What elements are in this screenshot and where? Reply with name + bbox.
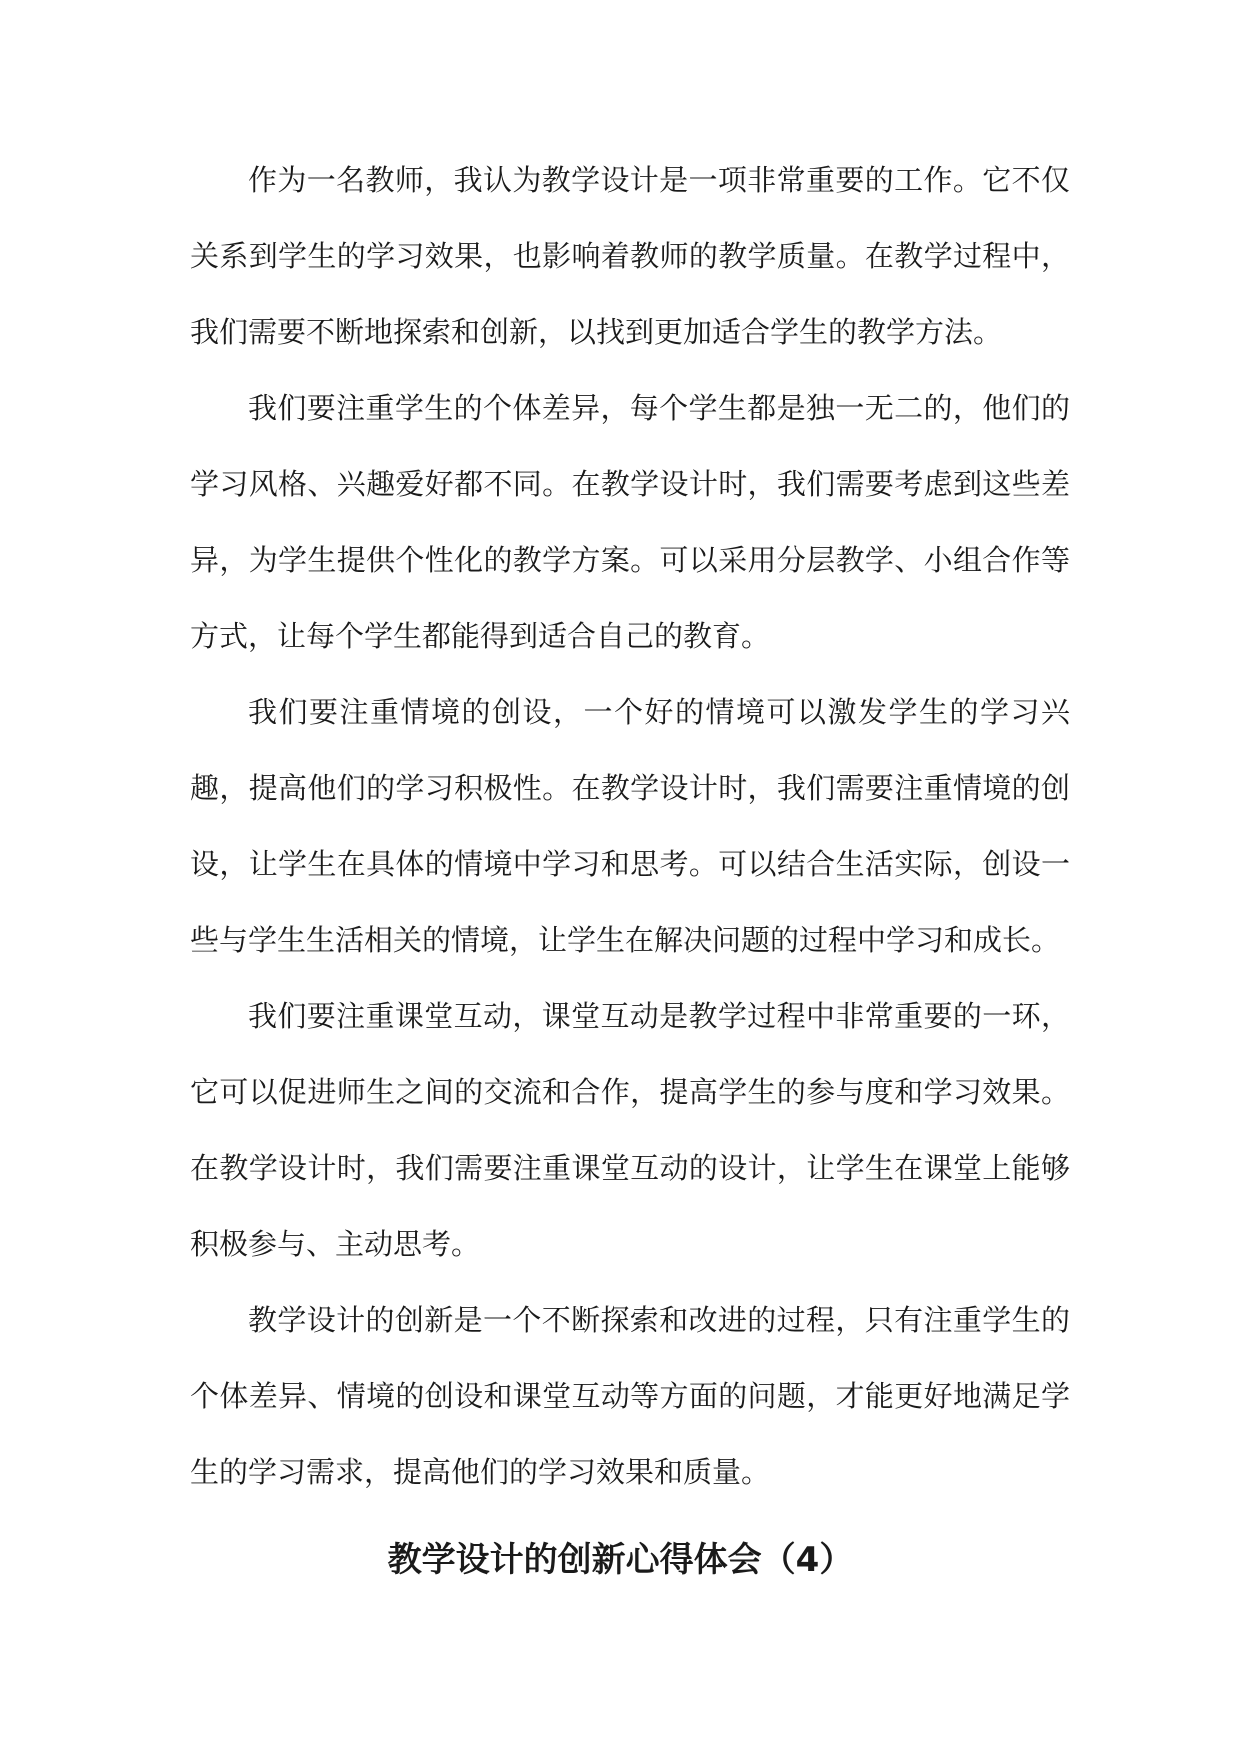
- section-heading: 教学设计的创新心得体会（4）: [387, 1540, 854, 1580]
- paragraph-conclusion: 教学设计的创新是一个不断探索和改进的过程，只有注重学生的个体差异、情境的创设和课堂互动等方面的问题，才能更好地满足学生的学习需求，提高他们的学习效果和质量。: [190, 1303, 1070, 1489]
- paragraph-intro: 作为一名教师，我认为教学设计是一项非常重要的工作。它不仅关系到学生的学习效果，也影响着教师的教学质量。在教学过程中，我们需要不断地探索和创新，以找到更加适合学生的教学方法。: [190, 163, 1070, 349]
- paragraph-classroom-interaction: 我们要注重课堂互动，课堂互动是教学过程中非常重要的一环，它可以促进师生之间的交流和合作，提高学生的参与度和学习效果。在教学设计时，我们需要注重课堂互动的设计，让学生在课堂上能够积极参与、主动思考。: [190, 999, 1070, 1261]
- paragraph-situation-creation: 我们要注重情境的创设，一个好的情境可以激发学生的学习兴趣，提高他们的学习积极性。在教学设计时，我们需要注重情境的创设，让学生在具体的情境中学习和思考。可以结合生活实际，创设一些与学生生活相关的情境，让学生在解决问题的过程中学习和成长。: [190, 695, 1070, 957]
- paragraph-individual-differences: 我们要注重学生的个体差异，每个学生都是独一无二的，他们的学习风格、兴趣爱好都不同。在教学设计时，我们需要考虑到这些差异，为学生提供个性化的教学方案。可以采用分层教学、小组合作等方式，让每个学生都能得到适合自己的教育。: [190, 391, 1070, 653]
- document-body: [190, 142, 1070, 1510]
